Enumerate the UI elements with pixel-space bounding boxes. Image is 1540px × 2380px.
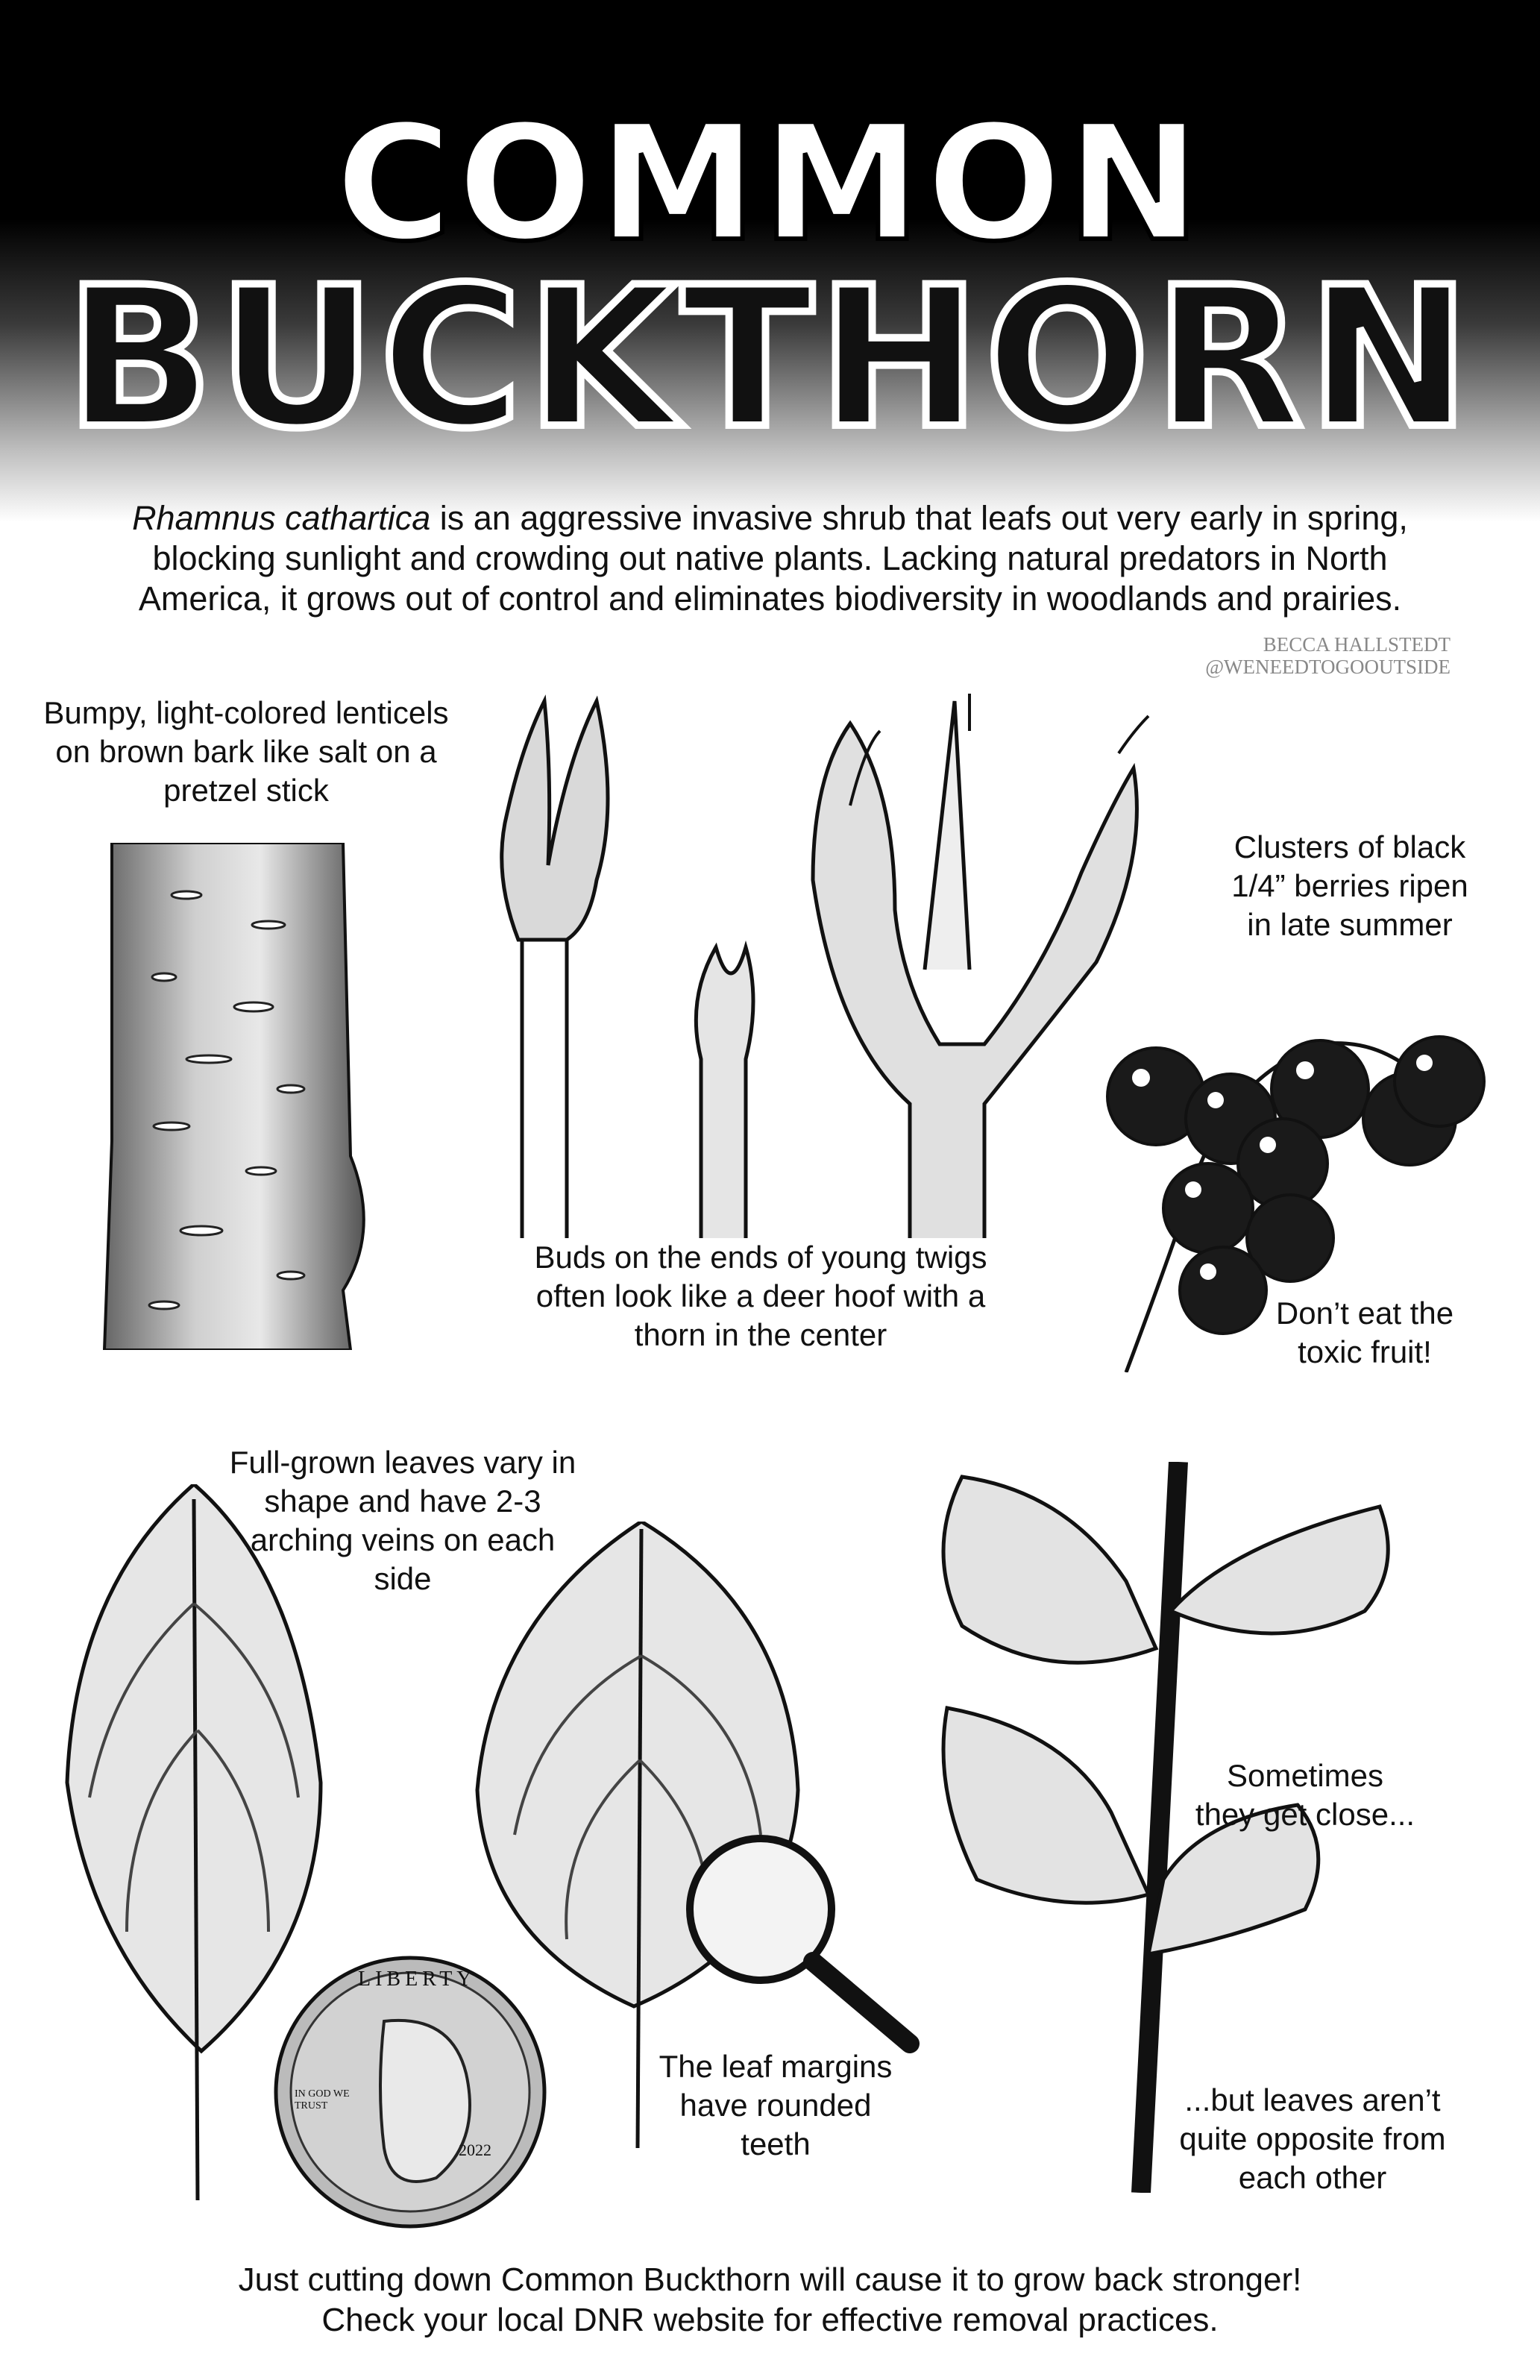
- coin-liberty: LIBERTY: [358, 1968, 477, 1991]
- caption-toxic: Don’t eat the toxic fruit!: [1275, 1296, 1454, 1369]
- caption-leaves: Full-grown leaves vary in shape and have 2-3 arching veins on each side: [229, 1445, 576, 1596]
- footer-line-1: Just cutting down Common Buckthorn will cause it to grow back stronger!: [238, 2261, 1302, 2298]
- footer-line-2: Check your local DNR website for effective removal practices.: [321, 2302, 1219, 2338]
- title-line-2: BUCKTHORN: [65, 246, 1475, 471]
- coin-motto: IN GOD WE TRUST: [295, 2088, 350, 2111]
- coin-year: 2022: [459, 2141, 491, 2159]
- caption-bark: Bumpy, light-colored lenticels on brown bark like salt on a pretzel stick: [43, 695, 449, 808]
- magnifying-glass-icon: [679, 1827, 932, 2066]
- species-name: Rhamnus cathartica: [132, 499, 431, 537]
- intro-text: is an aggressive invasive shrub that leafs out very early in spring, blocking sunlight and crowding out native plants. Lacking natural predators in North America, it grows out of control and eliminates biodiversity in woodlands and prairies.: [138, 499, 1408, 618]
- caption-margins: The leaf margins have rounded teeth: [659, 2049, 893, 2161]
- bark-illustration: [97, 843, 373, 1350]
- intro-paragraph: [112, 498, 1428, 619]
- caption-buds: Buds on the ends of young twigs often look like a deer hoof with a thorn in the center: [534, 1240, 987, 1352]
- caption-opposite: ...but leaves aren’t quite opposite from each other: [1179, 2082, 1446, 2195]
- credit-handle: @WENEEDTOGOOUTSIDE: [1205, 656, 1451, 678]
- title-line-1: COMMON: [334, 90, 1206, 277]
- caption-berries: Clusters of black 1/4” berries ripen in late summer: [1231, 829, 1468, 942]
- credit-author: BECCA HALLSTEDT: [1263, 633, 1451, 656]
- caption-close: Sometimes they get close...: [1195, 1758, 1415, 1832]
